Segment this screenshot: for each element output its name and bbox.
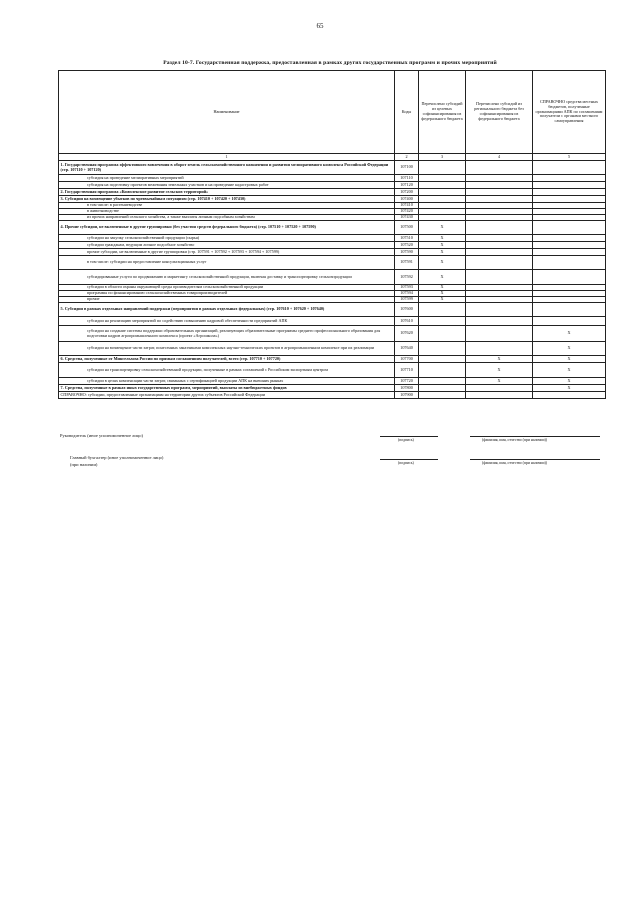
row-name: программы по финансированию сельскохозяйственных товаропроизводителей — [59, 291, 395, 297]
table-row — [59, 175, 606, 182]
row-code: 107700 — [395, 356, 419, 363]
row-code: 107500 — [395, 221, 419, 235]
row-col5: X — [533, 385, 606, 392]
row-name: 6. Средства, полученные от Минсельхоза России по прямым соглашениям получателей, всего (стр. 107710 + 107720) — [59, 356, 395, 363]
row-code: 107610 — [395, 317, 419, 326]
row-col4 — [466, 270, 533, 285]
col-number: 1 — [59, 154, 395, 161]
row-col4 — [466, 303, 533, 317]
row-col3 — [419, 392, 466, 399]
col-number: 3 — [419, 154, 466, 161]
row-col3 — [419, 317, 466, 326]
row-col4: X — [466, 356, 533, 363]
row-code: 107120 — [395, 182, 419, 189]
row-col3 — [419, 385, 466, 392]
row-name: прочие субсидии, не включенные в другие группировки (стр. 107591 + 107592 + 107593 + 107594 + 107599) — [59, 249, 395, 256]
row-name: в том числе: в растениеводстве — [59, 203, 395, 209]
row-col3 — [419, 161, 466, 175]
row-col4 — [466, 326, 533, 342]
row-code: 107800 — [395, 385, 419, 392]
header-col3: Перечислено субсидий из целевых софинансирования из федерального бюджета — [419, 71, 466, 154]
row-name: 1. Государственная программа эффективного вовлечения в оборот земель сельскохозяйственного назначения и развития мелиоративного комплекса Российской Федерации (стр. 107110 + 107120) — [59, 161, 395, 175]
row-name: субсидии на создание системы поддержки образовательных организаций, реализующих образовательные программы среднего профессионального образования для подготовки кадров агропромышленного комплекса (проект «Агрошкола») — [59, 326, 395, 342]
row-col3: X — [419, 285, 466, 291]
row-col5: X — [533, 342, 606, 356]
row-col5 — [533, 392, 606, 399]
row-name: 2. Государственная программа «Комплексное развитие сельских территорий» — [59, 189, 395, 196]
row-col3: X — [419, 270, 466, 285]
row-col4 — [466, 189, 533, 196]
row-name: субсидия на подготовку проектов межевания земельных участков и на проведение кадастровых работ — [59, 182, 395, 189]
row-col3 — [419, 356, 466, 363]
row-name: прочие — [59, 297, 395, 303]
row-col5 — [533, 249, 606, 256]
col-number: 4 — [466, 154, 533, 161]
row-name: в животноводстве — [59, 209, 395, 215]
row-name: субсидии на реализацию мероприятий по содействию повышению кадровой обеспеченности предприятий АПК — [59, 317, 395, 326]
row-col5 — [533, 317, 606, 326]
table-row — [59, 235, 606, 242]
row-col3 — [419, 303, 466, 317]
row-col3: X — [419, 256, 466, 270]
row-code: 107100 — [395, 161, 419, 175]
row-code: 107520 — [395, 242, 419, 249]
table-row — [59, 256, 606, 270]
row-col4 — [466, 235, 533, 242]
row-code: 107590 — [395, 249, 419, 256]
accountant-signature-sub: (при наличии) — [70, 462, 98, 467]
row-col3: X — [419, 235, 466, 242]
row-col5 — [533, 221, 606, 235]
row-col4: X — [466, 378, 533, 385]
row-code: 107594 — [395, 291, 419, 297]
row-col4 — [466, 392, 533, 399]
row-name: 7. Средства, полученные в рамках иных государственных программ, мероприятий, выплаты из внебюджетных фондов — [59, 385, 395, 392]
row-col4: X — [466, 363, 533, 378]
row-col3: X — [419, 221, 466, 235]
row-name: из прочих направлений сельского хозяйства, а также выплаты личным подсобным хозяйствам — [59, 215, 395, 221]
row-col5 — [533, 175, 606, 182]
row-name: 5. Субсидии в рамках отдельных направлений поддержки (мероприятия в рамках отдельных федеральных) (стр. 107610 + 107620 + 107640) — [59, 303, 395, 317]
header-col5: СПРАВОЧНО средства местных бюджетов, полученные организациями АПК по соглашениям получатели с органами местного самоуправления — [533, 71, 606, 154]
head-signature-label: Руководитель (иное уполномоченное лицо) — [60, 433, 143, 438]
row-col4 — [466, 196, 533, 203]
row-col3: X — [419, 249, 466, 256]
row-col3 — [419, 182, 466, 189]
accountant-signature-label: Главный бухгалтер (иное уполномоченное лицо) — [70, 455, 164, 460]
row-col5: X — [533, 356, 606, 363]
table-row — [59, 385, 606, 392]
table-row — [59, 342, 606, 356]
row-col5 — [533, 303, 606, 317]
table-row — [59, 378, 606, 385]
row-code: 107400 — [395, 196, 419, 203]
table-row — [59, 161, 606, 175]
row-col4 — [466, 182, 533, 189]
row-col5 — [533, 256, 606, 270]
row-col3: X — [419, 242, 466, 249]
col-number: 5 — [533, 154, 606, 161]
header-name: Наименование — [59, 71, 395, 154]
row-name: субсидии гражданам, ведущим личное подсобное хозяйство — [59, 242, 395, 249]
row-code: 107710 — [395, 363, 419, 378]
row-col4 — [466, 161, 533, 175]
table-row — [59, 242, 606, 249]
table-row — [59, 196, 606, 203]
row-name: субсидии в целях компенсации части затрат, связанных с сертификацией продукции АПК на внешних рынках — [59, 378, 395, 385]
table-row — [59, 392, 606, 399]
table-row — [59, 182, 606, 189]
row-code: 107620 — [395, 326, 419, 342]
row-col4 — [466, 385, 533, 392]
row-col3: X — [419, 291, 466, 297]
row-col4 — [466, 221, 533, 235]
table-row — [59, 326, 606, 342]
accountant-signature-line — [380, 459, 438, 460]
row-name: субсидированные услуги по продвижению и маркетингу сельскохозяйственной продукции, включая доставку и транспортировку сельхозпродукции — [59, 270, 395, 285]
row-col5 — [533, 242, 606, 249]
table-row — [59, 317, 606, 326]
row-code: 107200 — [395, 189, 419, 196]
row-col3 — [419, 196, 466, 203]
row-code: 107600 — [395, 303, 419, 317]
head-sign-caption: (подпись) — [398, 438, 414, 442]
row-code: 107410 — [395, 203, 419, 209]
row-code: 107510 — [395, 235, 419, 242]
row-col3 — [419, 378, 466, 385]
table-row — [59, 363, 606, 378]
row-name: субсидии на транспортировку сельскохозяйственной продукции, полученные в рамках соглашений с Российским экспортным центром — [59, 363, 395, 378]
row-code: 107640 — [395, 342, 419, 356]
row-name: 4. Прочие субсидии, не включенные в другие группировки (без участия средств федерального бюджета) (стр. 107510 + 107520 + 107590) — [59, 221, 395, 235]
row-col4 — [466, 342, 533, 356]
section-title: Раздел 10-7. Государственная поддержка, предоставленная в рамках других государственных программ и прочих мероприятий — [163, 60, 497, 66]
header-col4: Перечислено субсидий из регионального бюджета без софинансирования из федерального бюджета — [466, 71, 533, 154]
row-col5: X — [533, 363, 606, 378]
row-name: субсидии на закупку сельскохозяйственной продукции (сырья) — [59, 235, 395, 242]
row-col5 — [533, 235, 606, 242]
row-code: 107430 — [395, 215, 419, 221]
row-col5 — [533, 270, 606, 285]
report-table — [58, 70, 606, 399]
header-code: Коды — [395, 71, 419, 154]
accountant-sign-caption: (подпись) — [398, 461, 414, 465]
row-col3 — [419, 342, 466, 356]
row-code: 107900 — [395, 392, 419, 399]
row-col5 — [533, 189, 606, 196]
row-col3 — [419, 189, 466, 196]
table-row — [59, 303, 606, 317]
row-col5: X — [533, 326, 606, 342]
row-code: 107593 — [395, 285, 419, 291]
row-name: в том числе: субсидии на предоставление консультационных услуг — [59, 256, 395, 270]
col-number: 2 — [395, 154, 419, 161]
row-col5 — [533, 182, 606, 189]
row-name: субсидии на возмещение части затрат, понесенных заказчиками комплексных научно-технических проектов в агропромышленном комплексе при их реализации — [59, 342, 395, 356]
table-row — [59, 356, 606, 363]
row-name: 3. Субсидии на возмещение убытков по чрезвычайным ситуациям (стр. 107410 + 107420 + 107430) — [59, 196, 395, 203]
row-col3 — [419, 175, 466, 182]
row-code: 107420 — [395, 209, 419, 215]
table-row — [59, 270, 606, 285]
page-number: 65 — [316, 22, 324, 30]
row-code: 107591 — [395, 256, 419, 270]
head-name-caption: (фамилия, имя, отчество (при наличии)) — [482, 438, 548, 442]
accountant-name-caption: (фамилия, имя, отчество (при наличии)) — [482, 461, 548, 465]
row-code: 107592 — [395, 270, 419, 285]
row-name: субсидии в области охраны окружающей среды производителям сельскохозяйственной продукции — [59, 285, 395, 291]
row-col5 — [533, 161, 606, 175]
head-signature-line — [380, 436, 438, 437]
row-col3 — [419, 363, 466, 378]
table-row — [59, 189, 606, 196]
row-col4 — [466, 249, 533, 256]
table-row — [59, 221, 606, 235]
row-col5: X — [533, 378, 606, 385]
row-col3 — [419, 326, 466, 342]
row-code: 107720 — [395, 378, 419, 385]
accountant-name-line — [470, 459, 600, 460]
row-col5 — [533, 196, 606, 203]
row-col4 — [466, 317, 533, 326]
row-code: 107110 — [395, 175, 419, 182]
table-row — [59, 249, 606, 256]
row-code: 107599 — [395, 297, 419, 303]
row-name: субсидия на проведение мелиоративных мероприятий — [59, 175, 395, 182]
head-name-line — [470, 436, 600, 437]
row-col3: X — [419, 297, 466, 303]
row-name: СПРАВОЧНО: субсидии, предоставленные организациям на территории других субъектов Российской Федерации — [59, 392, 395, 399]
row-col4 — [466, 256, 533, 270]
row-col4 — [466, 242, 533, 249]
row-col4 — [466, 175, 533, 182]
